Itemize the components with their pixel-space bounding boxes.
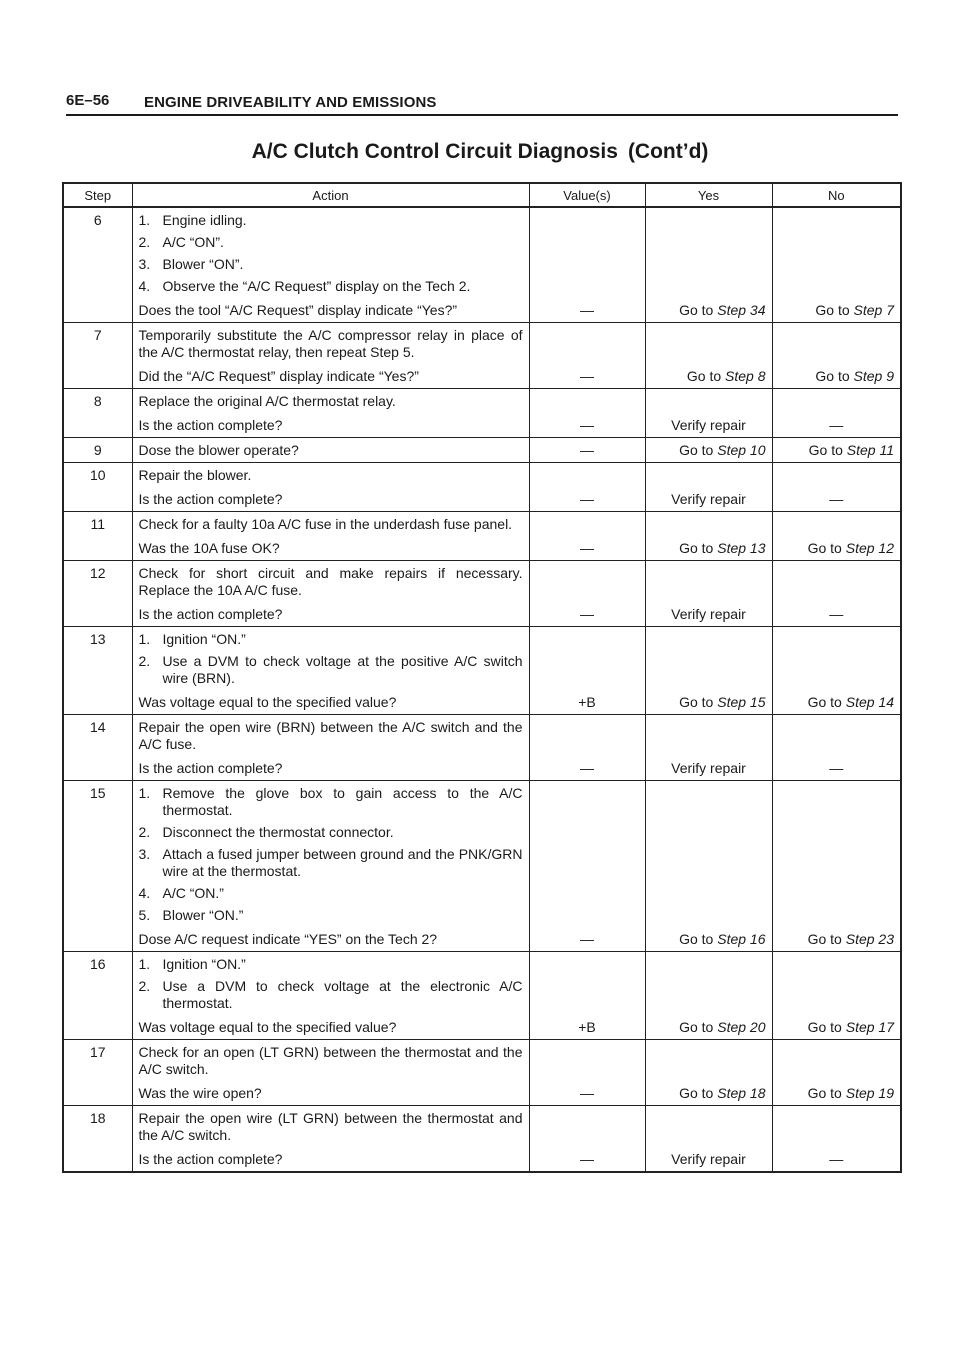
yes-result: Verify repair <box>671 417 746 433</box>
action-cell <box>132 781 529 952</box>
action-step-item <box>139 956 523 973</box>
goto-target-step: Step 13 <box>717 540 766 556</box>
goto-target-step: Step 10 <box>717 442 766 458</box>
item-number: 5. <box>138 907 151 923</box>
item-text: Blower “ON.” <box>162 907 244 923</box>
table-header-row <box>63 183 901 207</box>
yes-result: Verify repair <box>671 760 746 776</box>
action-question: Is the action complete? <box>138 760 283 776</box>
goto-link[interactable] <box>808 540 894 556</box>
action-text: Repair the open wire (LT GRN) between the thermostat and the A/C switch. <box>138 1110 523 1143</box>
goto-prefix: Go to <box>807 931 842 947</box>
no-result: — <box>829 606 844 622</box>
item-text: Remove the glove box to gain access to the A/C thermostat. <box>162 785 523 818</box>
no-cell <box>772 207 901 323</box>
item-text: A/C “ON.” <box>162 885 224 901</box>
goto-link[interactable] <box>679 1085 765 1101</box>
yes-result: Verify repair <box>671 1151 746 1167</box>
action-question: Dose A/C request indicate “YES” on the Tech 2? <box>138 931 438 947</box>
yes-cell <box>645 438 772 463</box>
value-cell: — <box>529 512 645 561</box>
table-row <box>63 715 901 781</box>
action-step-item <box>139 278 523 295</box>
header-yes: Yes <box>645 183 772 207</box>
step-number: 16 <box>63 952 132 1040</box>
item-number: 1. <box>138 631 151 647</box>
no-cell <box>772 512 901 561</box>
action-step-item <box>139 978 523 1012</box>
action-cell <box>132 561 529 627</box>
title-main: A/C Clutch Control Circuit Diagnosis <box>251 140 618 163</box>
goto-target-step: Step 34 <box>717 302 766 318</box>
action-cell <box>132 438 529 463</box>
action-question: Is the action complete? <box>138 491 283 507</box>
goto-link[interactable] <box>808 1019 894 1035</box>
yes-cell <box>645 323 772 389</box>
goto-link[interactable] <box>815 368 894 384</box>
goto-link[interactable] <box>679 442 765 458</box>
goto-target-step: Step 16 <box>717 931 766 947</box>
action-text: Check for short circuit and make repairs if necessary. Replace the 10A A/C fuse. <box>138 565 523 598</box>
item-number: 3. <box>138 256 151 272</box>
step-number: 15 <box>63 781 132 952</box>
item-number: 1. <box>138 212 151 228</box>
goto-link[interactable] <box>679 931 765 947</box>
goto-prefix: Go to <box>679 302 714 318</box>
goto-target-step: Step 15 <box>717 694 766 710</box>
action-text: Repair the blower. <box>138 467 252 483</box>
item-number: 2. <box>138 824 151 840</box>
step-number: 7 <box>63 323 132 389</box>
goto-prefix: Go to <box>679 1085 714 1101</box>
item-text: Observe the “A/C Request” display on the Tech 2. <box>162 278 471 294</box>
item-text: A/C “ON”. <box>162 234 224 250</box>
section-title: ENGINE DRIVEABILITY AND EMISSIONS <box>144 94 437 111</box>
title-suffix: (Cont’d) <box>627 140 709 163</box>
action-step-item <box>139 907 523 924</box>
value-cell: — <box>529 1106 645 1173</box>
yes-cell <box>645 463 772 512</box>
yes-result: Verify repair <box>671 606 746 622</box>
yes-result: Verify repair <box>671 491 746 507</box>
table-row <box>63 781 901 952</box>
step-number: 12 <box>63 561 132 627</box>
yes-cell <box>645 389 772 438</box>
item-number: 4. <box>138 278 151 294</box>
item-text: Use a DVM to check voltage at the positive A/C switch wire (BRN). <box>162 653 523 686</box>
action-question: Was the wire open? <box>138 1085 262 1101</box>
item-number: 2. <box>138 653 151 669</box>
goto-link[interactable] <box>679 540 765 556</box>
yes-cell <box>645 512 772 561</box>
action-cell <box>132 1106 529 1173</box>
no-result: — <box>829 1151 844 1167</box>
goto-link[interactable] <box>679 302 765 318</box>
no-cell <box>772 463 901 512</box>
item-text: Ignition “ON.” <box>162 956 246 972</box>
goto-link[interactable] <box>679 694 765 710</box>
item-number: 3. <box>138 846 151 862</box>
item-text: Attach a fused jumper between ground and the PNK/GRN wire at the thermostat. <box>162 846 523 879</box>
action-question: Did the “A/C Request” display indicate “Yes?” <box>138 368 419 384</box>
step-number: 9 <box>63 438 132 463</box>
step-number: 10 <box>63 463 132 512</box>
header-step: Step <box>63 183 132 207</box>
goto-target-step: Step 12 <box>845 540 894 556</box>
no-cell <box>772 627 901 715</box>
table-row <box>63 952 901 1040</box>
action-cell <box>132 1040 529 1106</box>
goto-prefix: Go to <box>679 1019 714 1035</box>
goto-prefix: Go to <box>815 368 850 384</box>
header-values: Value(s) <box>529 183 645 207</box>
goto-prefix: Go to <box>807 540 842 556</box>
step-number: 17 <box>63 1040 132 1106</box>
goto-target-step: Step 8 <box>725 368 766 384</box>
goto-target-step: Step 7 <box>853 302 894 318</box>
no-cell <box>772 389 901 438</box>
step-number: 14 <box>63 715 132 781</box>
table-body <box>63 207 901 1172</box>
goto-prefix: Go to <box>815 302 850 318</box>
goto-prefix: Go to <box>686 368 722 384</box>
action-text: Check for a faulty 10a A/C fuse in the underdash fuse panel. <box>138 516 513 532</box>
value-cell: — <box>529 715 645 781</box>
goto-prefix: Go to <box>679 540 714 556</box>
action-question: Does the tool “A/C Request” display indicate “Yes?” <box>138 302 458 318</box>
header-rule <box>66 114 898 116</box>
no-result: — <box>829 417 844 433</box>
header-no: No <box>772 183 901 207</box>
no-cell <box>772 1106 901 1173</box>
goto-link[interactable] <box>679 1019 765 1035</box>
goto-link[interactable] <box>815 302 894 318</box>
goto-link[interactable] <box>808 931 894 947</box>
action-step-item <box>139 256 523 273</box>
action-text: Repair the open wire (BRN) between the A/C switch and the A/C fuse. <box>138 719 523 752</box>
table-row <box>63 561 901 627</box>
yes-cell <box>645 952 772 1040</box>
page-number: 6E–56 <box>66 92 110 109</box>
step-number: 11 <box>63 512 132 561</box>
table-row <box>63 323 901 389</box>
yes-cell <box>645 1106 772 1173</box>
item-number: 1. <box>138 785 151 801</box>
item-text: Use a DVM to check voltage at the electronic A/C thermostat. <box>162 978 523 1011</box>
no-result: — <box>829 760 844 776</box>
goto-link[interactable] <box>808 1085 894 1101</box>
value-cell: — <box>529 463 645 512</box>
value-cell: — <box>529 561 645 627</box>
table-row <box>63 1040 901 1106</box>
step-number: 18 <box>63 1106 132 1173</box>
action-text: Temporarily substitute the A/C compressor relay in place of the A/C thermostat relay, then repeat Step 5. <box>138 327 523 360</box>
action-step-item <box>139 212 523 229</box>
no-cell <box>772 781 901 952</box>
item-number: 2. <box>138 978 151 994</box>
item-text: Blower “ON”. <box>162 256 244 272</box>
yes-cell <box>645 781 772 952</box>
value-cell: — <box>529 207 645 323</box>
action-cell <box>132 323 529 389</box>
item-number: 1. <box>138 956 151 972</box>
goto-target-step: Step 9 <box>853 368 894 384</box>
goto-prefix: Go to <box>679 694 714 710</box>
page-title <box>0 140 960 164</box>
goto-target-step: Step 20 <box>717 1019 766 1035</box>
diagnosis-table <box>62 182 902 1173</box>
page-header <box>66 88 898 114</box>
table-row <box>63 627 901 715</box>
step-number: 13 <box>63 627 132 715</box>
table-row <box>63 512 901 561</box>
yes-cell <box>645 1040 772 1106</box>
goto-link[interactable] <box>809 442 894 458</box>
no-result: — <box>829 491 844 507</box>
step-number: 6 <box>63 207 132 323</box>
action-step-item <box>139 234 523 251</box>
action-cell <box>132 463 529 512</box>
action-step-item <box>139 653 523 687</box>
action-cell <box>132 627 529 715</box>
action-question: Dose the blower operate? <box>138 442 299 458</box>
action-step-item <box>139 631 523 648</box>
goto-target-step: Step 17 <box>845 1019 894 1035</box>
no-cell <box>772 1040 901 1106</box>
goto-prefix: Go to <box>679 931 714 947</box>
action-question: Was voltage equal to the specified value? <box>138 1019 397 1035</box>
yes-cell <box>645 627 772 715</box>
value-cell: +B <box>529 952 645 1040</box>
item-text: Engine idling. <box>162 212 247 228</box>
value-cell: — <box>529 781 645 952</box>
action-question: Was voltage equal to the specified value? <box>138 694 397 710</box>
header-action: Action <box>132 183 529 207</box>
action-step-item <box>139 824 523 841</box>
table-row <box>63 207 901 323</box>
goto-target-step: Step 11 <box>846 442 894 458</box>
goto-prefix: Go to <box>808 442 843 458</box>
step-number: 8 <box>63 389 132 438</box>
action-cell <box>132 715 529 781</box>
value-cell: — <box>529 389 645 438</box>
value-cell: — <box>529 1040 645 1106</box>
goto-prefix: Go to <box>807 1019 842 1035</box>
item-text: Ignition “ON.” <box>162 631 246 647</box>
no-cell <box>772 715 901 781</box>
goto-prefix: Go to <box>807 694 842 710</box>
action-question: Was the 10A fuse OK? <box>138 540 280 556</box>
action-text: Replace the original A/C thermostat relay. <box>138 393 396 409</box>
value-cell: — <box>529 323 645 389</box>
action-question: Is the action complete? <box>138 1151 283 1167</box>
goto-prefix: Go to <box>807 1085 842 1101</box>
action-question: Is the action complete? <box>138 417 283 433</box>
item-number: 4. <box>138 885 151 901</box>
action-question: Is the action complete? <box>138 606 283 622</box>
action-step-item <box>139 785 523 819</box>
table-row <box>63 438 901 463</box>
goto-target-step: Step 18 <box>717 1085 766 1101</box>
action-text: Check for an open (LT GRN) between the thermostat and the A/C switch. <box>138 1044 523 1077</box>
no-cell <box>772 438 901 463</box>
action-cell <box>132 512 529 561</box>
item-number: 2. <box>138 234 151 250</box>
goto-target-step: Step 19 <box>845 1085 894 1101</box>
no-cell <box>772 952 901 1040</box>
no-cell <box>772 323 901 389</box>
no-cell <box>772 561 901 627</box>
yes-cell <box>645 207 772 323</box>
table-row <box>63 389 901 438</box>
goto-target-step: Step 14 <box>845 694 894 710</box>
table-row <box>63 463 901 512</box>
goto-link[interactable] <box>687 368 766 384</box>
item-text: Disconnect the thermostat connector. <box>162 824 394 840</box>
action-step-item <box>139 846 523 880</box>
table-row <box>63 1106 901 1173</box>
yes-cell <box>645 561 772 627</box>
action-cell <box>132 389 529 438</box>
action-cell <box>132 952 529 1040</box>
goto-prefix: Go to <box>679 442 714 458</box>
value-cell: — <box>529 438 645 463</box>
yes-cell <box>645 715 772 781</box>
action-cell <box>132 207 529 323</box>
value-cell: +B <box>529 627 645 715</box>
action-step-item <box>139 885 523 902</box>
goto-target-step: Step 23 <box>845 931 894 947</box>
goto-link[interactable] <box>808 694 894 710</box>
